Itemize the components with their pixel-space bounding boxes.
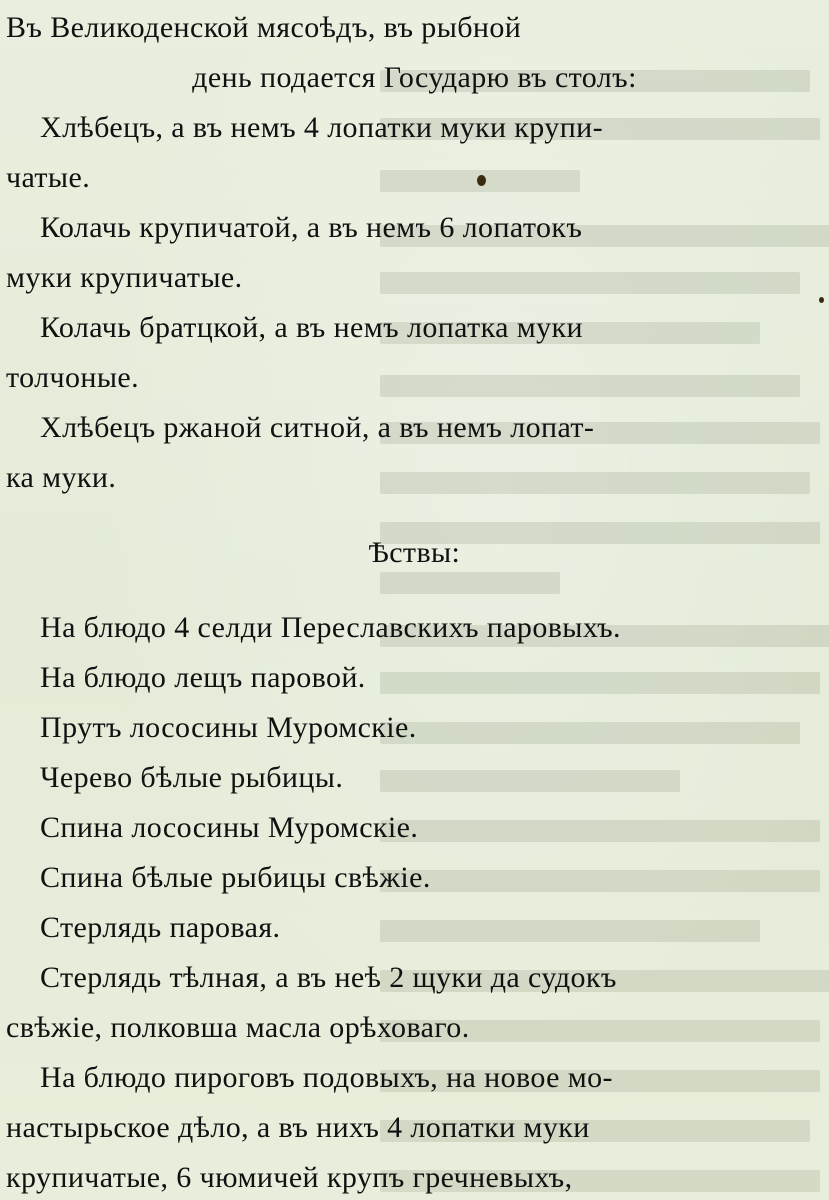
text-line: Въ Великоденской мясоѣдъ, въ рыбной [6, 11, 522, 44]
text-line: Спина лососины Муромскіе. [40, 811, 419, 844]
text-line: ка муки. [6, 461, 117, 494]
text-line: чатые. [6, 161, 91, 194]
text-line: Хлѣбецъ, а въ немъ 4 лопатки муки крупи- [40, 111, 603, 144]
text-line: Прутъ лососины Муромскіе. [40, 711, 417, 744]
section-heading: Ѣствы: [368, 536, 461, 569]
text-line: настырьское дѣло, а въ нихъ 4 лопатки муки [6, 1111, 590, 1144]
text-line: Колачь братцкой, а въ немъ лопатка муки [40, 311, 583, 344]
text-line: Стерлядь тѣлная, а въ неѣ 2 щуки да судокъ [40, 961, 617, 994]
text-line: крупичатые, 6 чюмичей крупъ гречневыхъ, [6, 1161, 573, 1194]
text-line: Колачь крупичатой, а въ немъ 6 лопатокъ [40, 211, 583, 244]
text-line: На блюдо пироговъ подовыхъ, на новое мо- [40, 1061, 613, 1094]
text-line: Хлѣбецъ ржаной ситной, а въ немъ лопат- [40, 411, 595, 444]
ink-spot [477, 175, 486, 186]
ink-spot [819, 297, 824, 303]
text-line: толчоные. [6, 361, 140, 394]
text-line: свѣжіе, полковша масла орѣховаго. [6, 1011, 470, 1044]
text-line: Черево бѣлые рыбицы. [40, 761, 344, 794]
text-line: день подается Государю въ столъ: [192, 61, 637, 94]
text-line: муки крупичатые. [6, 261, 243, 294]
text-line: На блюдо 4 селди Переславскихъ паровыхъ. [40, 611, 621, 644]
text-line: Стерлядь паровая. [40, 911, 281, 944]
text-line: На блюдо лещъ паровой. [40, 661, 366, 694]
text-line: Спина бѣлые рыбицы свѣжіе. [40, 861, 431, 894]
